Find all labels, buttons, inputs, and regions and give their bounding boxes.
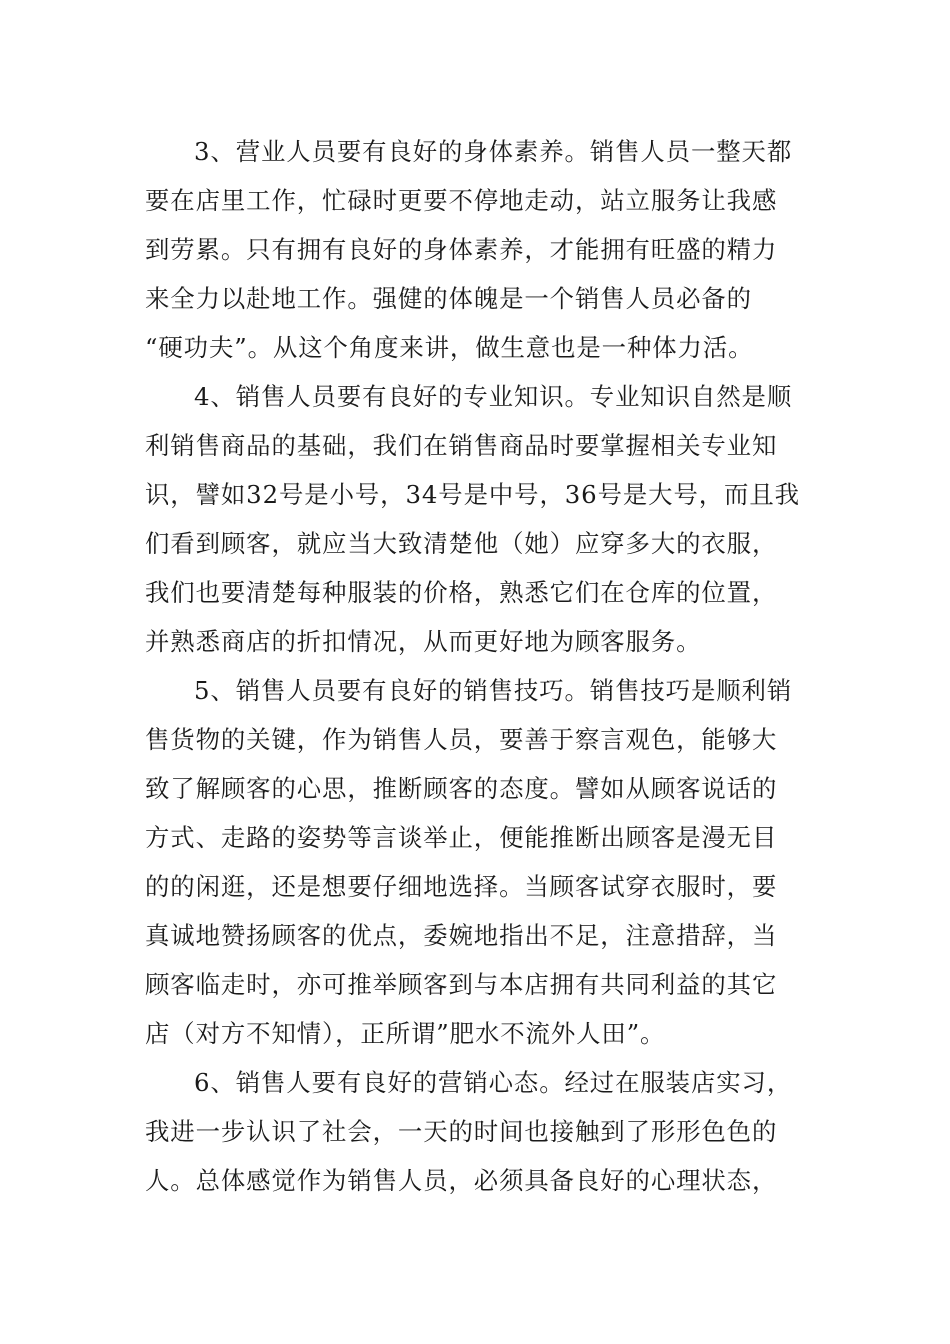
text-line: 人。总体感觉作为销售人员，必须具备良好的心理状态， <box>145 1166 778 1195</box>
text-line: “硬功夫”。从这个角度来讲，做生意也是一种体力活。 <box>145 333 754 362</box>
text-line: 要在店里工作，忙碌时更要不停地走动，站立服务让我感 <box>145 186 778 215</box>
text-line: 真诚地赞扬顾客的优点，委婉地指出不足，注意措辞，当 <box>145 921 778 950</box>
text-line: 5、销售人员要有良好的销售技巧。销售技巧是顺利销 <box>194 676 793 705</box>
text-line: 4、销售人员要有良好的专业知识。专业知识自然是顺 <box>194 382 793 411</box>
text-line: 我进一步认识了社会，一天的时间也接触到了形形色色的 <box>145 1117 778 1146</box>
text-line: 并熟悉商店的折扣情况，从而更好地为顾客服务。 <box>145 627 702 656</box>
text-line: 顾客临走时，亦可推举顾客到与本店拥有共同利益的其它 <box>145 970 778 999</box>
text-line: 售货物的关键，作为销售人员，要善于察言观色，能够大 <box>145 725 778 754</box>
text-line: 到劳累。只有拥有良好的身体素养，才能拥有旺盛的精力 <box>145 235 778 264</box>
text-line: 利销售商品的基础，我们在销售商品时要掌握相关专业知 <box>145 431 778 460</box>
paragraph-5 <box>145 666 815 1058</box>
text-line: 6、销售人要有良好的营销心态。经过在服装店实习， <box>194 1068 793 1097</box>
paragraph-4 <box>145 372 815 666</box>
document-body <box>145 127 815 1205</box>
text-line: 致了解顾客的心思，推断顾客的态度。譬如从顾客说话的 <box>145 774 778 803</box>
paragraph-6 <box>145 1058 815 1205</box>
text-line: 店（对方不知情），正所谓”肥水不流外人田”。 <box>145 1019 666 1048</box>
text-line: 识，譬如32号是小号，34号是中号，36号是大号，而且我 <box>145 480 800 509</box>
text-line: 们看到顾客，就应当大致清楚他（她）应穿多大的衣服， <box>145 529 778 558</box>
text-line: 我们也要清楚每种服装的价格，熟悉它们在仓库的位置， <box>145 578 778 607</box>
text-line: 3、营业人员要有良好的身体素养。销售人员一整天都 <box>194 137 793 166</box>
text-line: 来全力以赴地工作。强健的体魄是一个销售人员必备的 <box>145 284 752 313</box>
text-line: 方式、走路的姿势等言谈举止，便能推断出顾客是漫无目 <box>145 823 778 852</box>
paragraph-3 <box>145 127 815 372</box>
text-line: 的的闲逛，还是想要仔细地选择。当顾客试穿衣服时，要 <box>145 872 778 901</box>
